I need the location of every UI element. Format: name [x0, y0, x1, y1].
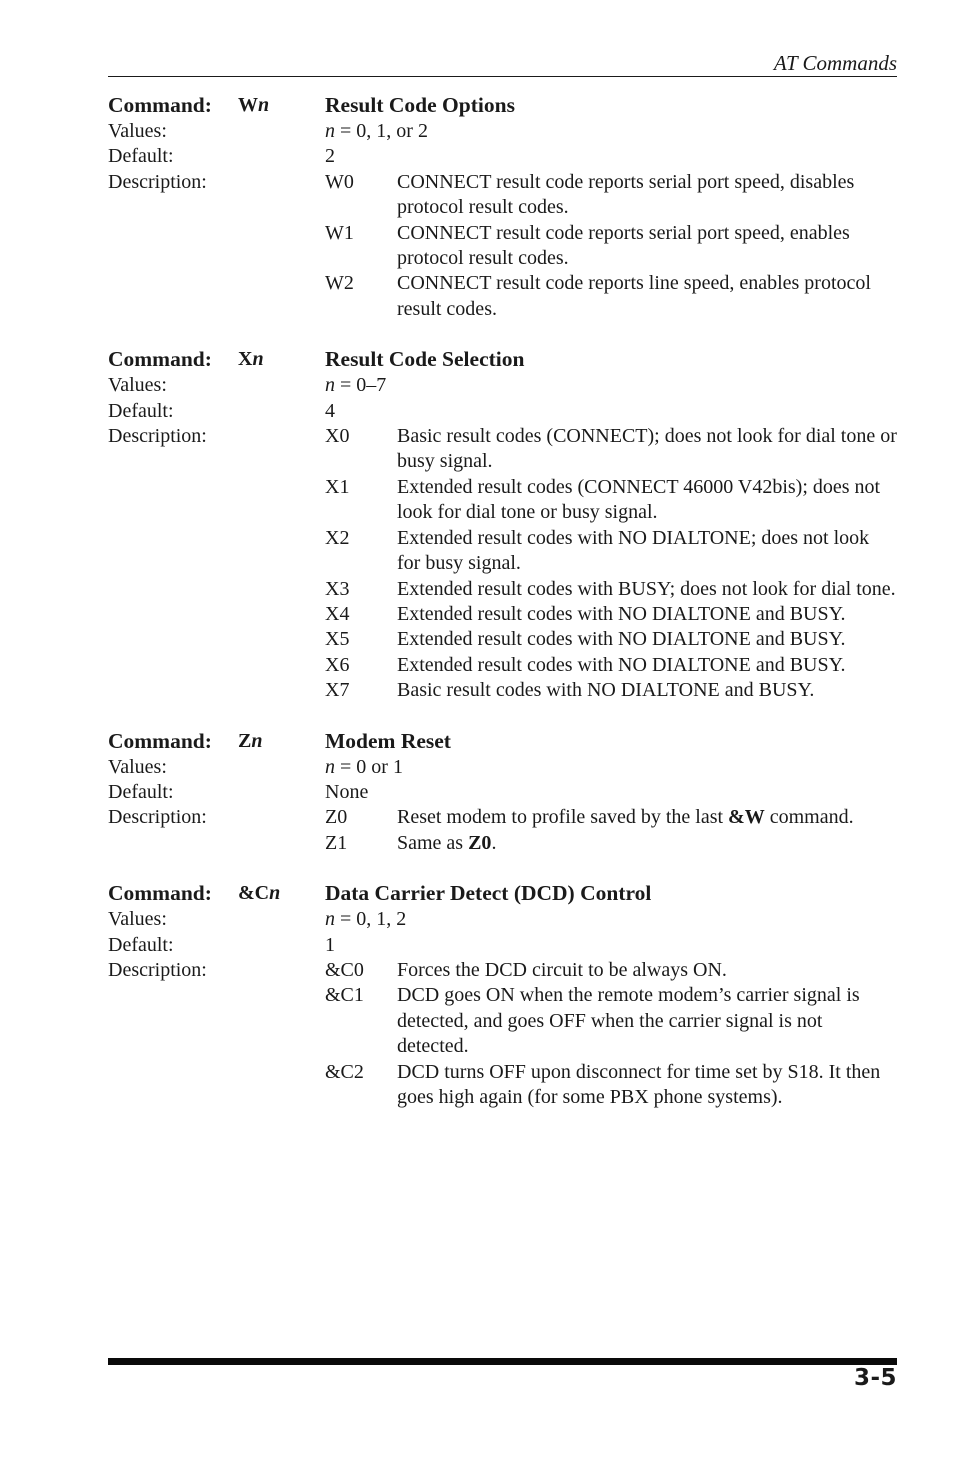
command-label: Command:: [108, 881, 212, 906]
description-label: Description:: [108, 806, 207, 829]
option-item: [325, 1060, 897, 1111]
option-list: [325, 805, 897, 856]
option-code: W2: [325, 272, 354, 295]
values-text: n = 0, 1, 2: [325, 908, 407, 931]
option-item: [325, 602, 897, 627]
values-row: [108, 373, 897, 398]
option-description: Extended result codes (CONNECT 46000 V42bis); does not look for dial tone or busy signal.: [397, 475, 881, 524]
default-value: 1: [325, 933, 335, 956]
option-item: [325, 653, 897, 678]
command-block-w: [108, 92, 897, 322]
page-number: 3-5: [853, 1365, 897, 1391]
option-code: &C0: [325, 958, 364, 981]
option-code: Z1: [325, 831, 348, 854]
option-description: Extended result codes with NO DIALTONE and BUSY.: [397, 602, 846, 625]
option-code: X7: [325, 679, 350, 702]
option-item: [325, 805, 897, 830]
command-heading-row: [108, 92, 897, 119]
option-description: DCD goes ON when the remote modem’s carrier signal is detected, and goes OFF when the carrier signal is not detected.: [397, 984, 860, 1058]
option-description: Forces the DCD circuit to be always ON.: [397, 958, 727, 981]
option-description: Extended result codes with NO DIALTONE and BUSY.: [397, 653, 846, 676]
option-code: X3: [325, 577, 350, 600]
default-label: Default:: [108, 399, 174, 422]
option-item: [325, 958, 897, 983]
command-name: &Cn: [238, 882, 281, 905]
command-block-ampersand-c: [108, 880, 897, 1110]
option-code: W0: [325, 170, 354, 193]
option-item: [325, 577, 897, 602]
option-description: CONNECT result code reports serial port speed, disables protocol result codes.: [397, 170, 855, 219]
command-title: Result Code Selection: [325, 347, 525, 372]
command-name: Wn: [238, 94, 270, 116]
default-label: Default:: [108, 145, 174, 168]
option-code: X6: [325, 653, 350, 676]
values-text: n = 0 or 1: [325, 755, 403, 778]
option-code: X5: [325, 628, 350, 651]
command-reference: [108, 92, 897, 1134]
default-value: 2: [325, 145, 335, 168]
default-value: 4: [325, 399, 335, 422]
option-item: [325, 526, 897, 577]
command-label: Command:: [108, 93, 212, 117]
option-item: [325, 271, 897, 322]
option-description: Same as Z0.: [397, 831, 497, 854]
option-item: [325, 627, 897, 652]
default-row: [108, 144, 897, 169]
default-label: Default:: [108, 780, 174, 803]
default-value: None: [325, 780, 369, 803]
default-row: [108, 933, 897, 958]
description-row: [108, 424, 897, 703]
description-label: Description:: [108, 425, 207, 448]
option-item: [325, 424, 897, 475]
option-item: [325, 678, 897, 703]
description-row: [108, 805, 897, 856]
option-item: [325, 983, 897, 1059]
values-row: [108, 907, 897, 932]
command-heading-row: [108, 880, 897, 907]
option-code: X0: [325, 425, 350, 448]
option-code: &C2: [325, 1060, 364, 1083]
command-title: Data Carrier Detect (DCD) Control: [325, 881, 652, 906]
values-row: [108, 755, 897, 780]
option-description: Extended result codes with BUSY; does not look for dial tone.: [397, 577, 896, 600]
command-block-x: [108, 346, 897, 703]
values-row: [108, 119, 897, 144]
command-name: Zn: [238, 729, 263, 752]
option-list: [325, 424, 897, 703]
option-list: [325, 958, 897, 1110]
option-code: X4: [325, 602, 350, 625]
description-label: Description:: [108, 170, 207, 193]
option-description: Basic result codes (CONNECT); does not look for dial tone or busy signal.: [397, 425, 897, 473]
running-header-title: AT Commands: [773, 51, 897, 75]
values-text: n = 0–7: [325, 374, 387, 397]
command-label: Command:: [108, 728, 212, 753]
values-label: Values:: [108, 374, 167, 397]
default-row: [108, 399, 897, 424]
option-code: Z0: [325, 806, 348, 829]
option-code: X1: [325, 475, 350, 498]
option-item: [325, 475, 897, 526]
values-label: Values:: [108, 755, 167, 778]
option-item: [325, 831, 897, 856]
header-rule: [108, 76, 897, 77]
option-description: Extended result codes with NO DIALTONE and BUSY.: [397, 628, 846, 651]
option-description: Extended result codes with NO DIALTONE; does not look for busy signal.: [397, 526, 870, 575]
option-item: [325, 170, 897, 221]
command-title: Result Code Options: [325, 93, 515, 117]
command-label: Command:: [108, 347, 212, 372]
values-label: Values:: [108, 120, 167, 142]
option-code: X2: [325, 526, 350, 549]
option-description: Basic result codes with NO DIALTONE and BUSY.: [397, 679, 815, 702]
option-description: CONNECT result code reports serial port speed, enables protocol result codes.: [397, 221, 850, 270]
command-heading-row: [108, 728, 897, 755]
option-description: DCD turns OFF upon disconnect for time set by S18. It then goes high again (for some PBX phone systems).: [397, 1060, 881, 1108]
default-label: Default:: [108, 933, 174, 956]
values-label: Values:: [108, 908, 167, 931]
description-label: Description:: [108, 958, 207, 981]
option-list: [325, 170, 897, 322]
values-text: n = 0, 1, or 2: [325, 120, 428, 142]
description-row: [108, 170, 897, 322]
option-code: W1: [325, 221, 354, 244]
description-row: [108, 958, 897, 1110]
option-description: Reset modem to profile saved by the last &W command.: [397, 806, 854, 829]
footer-rule: [108, 1358, 897, 1365]
command-block-z: [108, 728, 897, 857]
command-name: Xn: [238, 348, 264, 371]
command-title: Modem Reset: [325, 728, 451, 753]
option-code: &C1: [325, 984, 364, 1007]
option-item: [325, 221, 897, 272]
default-row: [108, 780, 897, 805]
command-heading-row: [108, 346, 897, 373]
option-description: CONNECT result code reports line speed, enables protocol result codes.: [397, 272, 871, 320]
